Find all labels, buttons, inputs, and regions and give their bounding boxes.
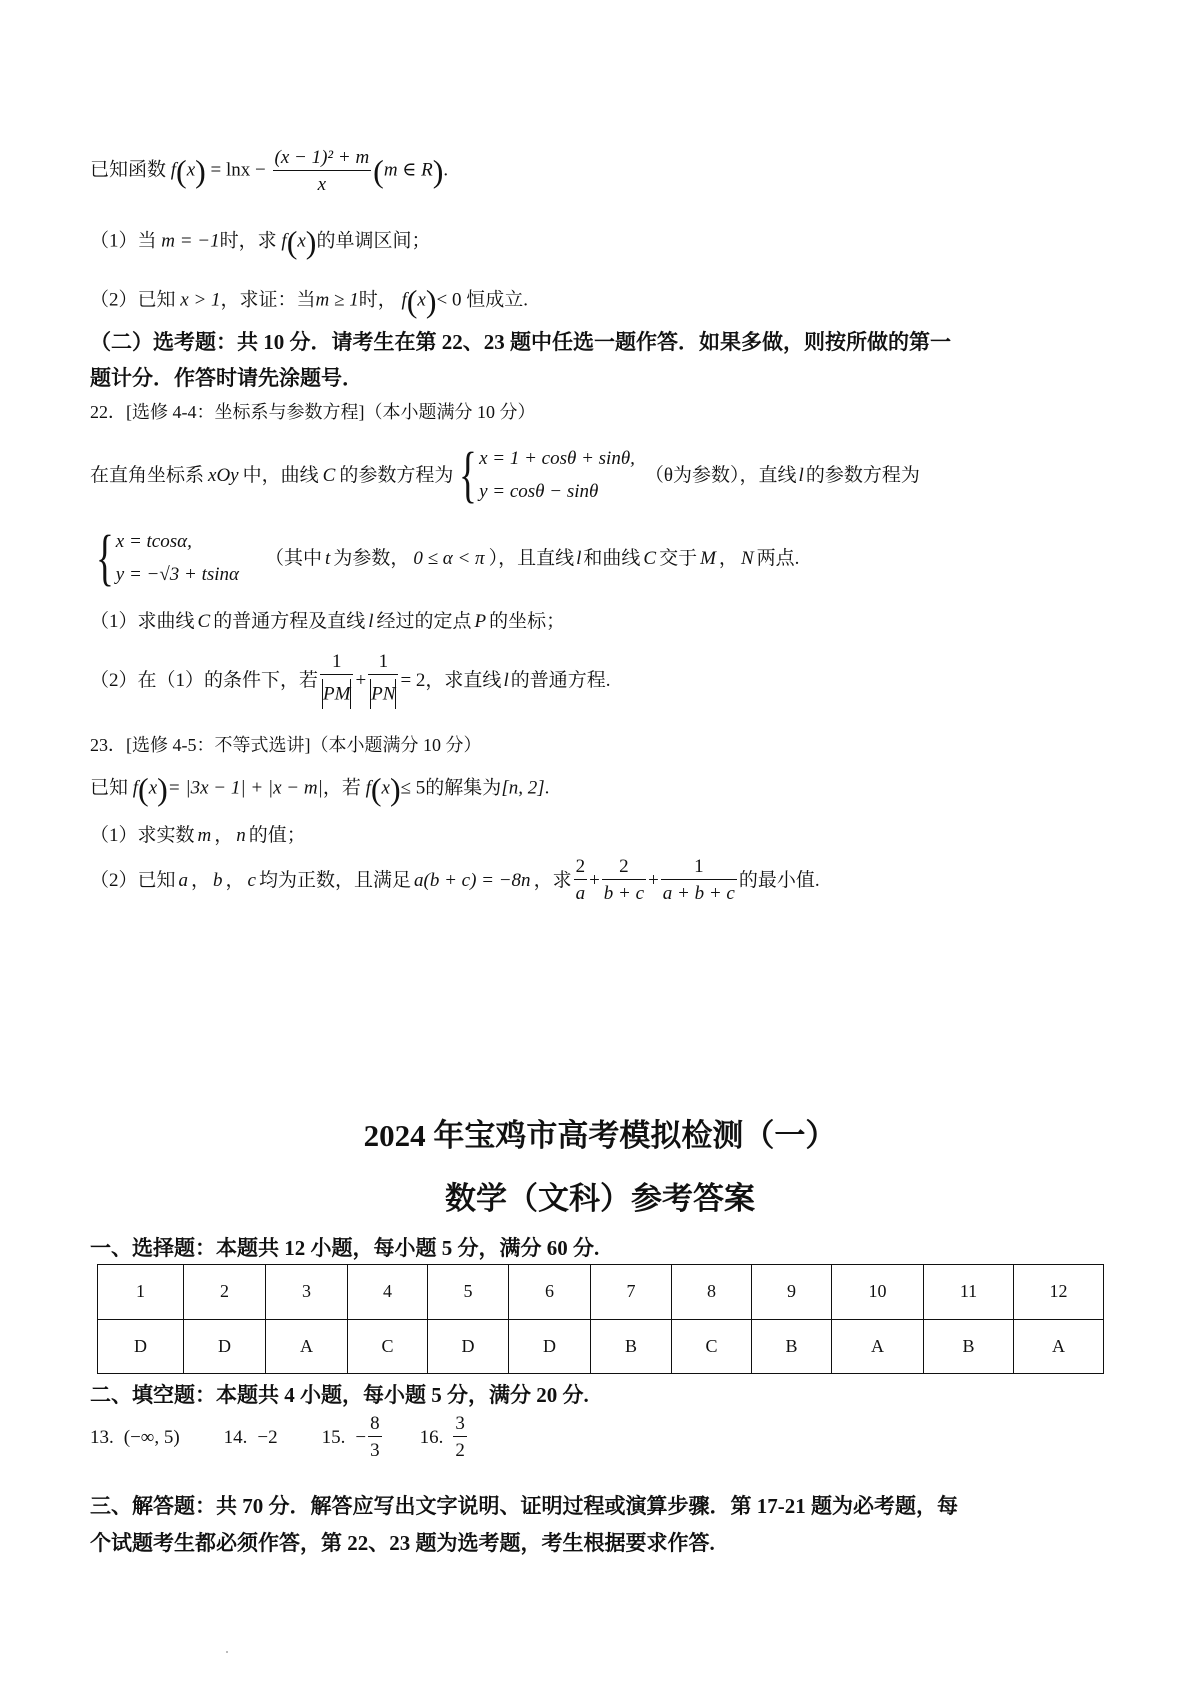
- problem22-part2: [90, 652, 610, 709]
- problem22-part1: [90, 612, 565, 631]
- fraction-2-over-a: [574, 857, 588, 903]
- fraction-numerator: 8: [368, 1414, 382, 1437]
- question-number-cell: 3: [266, 1265, 348, 1320]
- page-speck: [226, 1651, 228, 1653]
- line-y-equation: y = −√3 + tsinα: [115, 564, 240, 585]
- x-symbol: x: [148, 777, 158, 799]
- question-number-cell: 10: [832, 1265, 924, 1320]
- alpha-range: 0 ≤ α < π: [413, 547, 485, 569]
- paren: ): [195, 153, 206, 189]
- text: 的参数方程为: [805, 464, 920, 486]
- answer-cell: B: [591, 1319, 672, 1374]
- answer-cell: B: [752, 1319, 832, 1374]
- text: 恒成立.: [466, 289, 528, 311]
- left-brace: {: [95, 524, 114, 592]
- fraction-numerator: 3: [453, 1414, 467, 1437]
- text: 为参数，: [333, 547, 410, 569]
- equals-two: = 2: [400, 670, 426, 691]
- m-condition: m ≥ 1: [315, 289, 359, 311]
- question-number-cell: 8: [672, 1265, 752, 1320]
- problem22-header: 22．[选修 4-4：坐标系与参数方程]（本小题满分 10 分）: [90, 402, 536, 422]
- t-symbol: t: [325, 547, 331, 569]
- answer-cell: C: [348, 1319, 428, 1374]
- problem21-intro: 已知函数: [90, 159, 167, 181]
- b-symbol: b: [213, 869, 223, 891]
- answer-cell: C: [672, 1319, 752, 1374]
- question-number-cell: 5: [428, 1265, 509, 1320]
- section1-heading: 一、选择题：本题共 12 小题，每小题 5 分，满分 60 分.: [90, 1236, 600, 1260]
- fraction-numerator: 2: [602, 857, 646, 880]
- text: 时，: [358, 289, 397, 311]
- fraction-denominator: x: [317, 174, 327, 195]
- plus: +: [648, 869, 659, 891]
- curve-y-equation: y = cosθ − sinθ: [479, 481, 599, 502]
- question-number-cell: 2: [184, 1265, 266, 1320]
- text: 已知: [90, 777, 129, 799]
- fraction-numerator: (x − 1)² + m: [273, 148, 372, 171]
- x-symbol: x: [186, 159, 196, 181]
- l-symbol: l: [576, 547, 582, 569]
- paren: (: [286, 224, 298, 260]
- text: 时，求: [219, 230, 277, 252]
- section3-line1: 三、解答题：共 70 分．解答应写出文字说明、证明过程或演算步骤．第 17-21 题为必考题，每: [90, 1494, 958, 1518]
- fraction-denominator: 3: [370, 1440, 380, 1461]
- answer-row: [98, 1319, 1104, 1374]
- answer-cell: B: [924, 1319, 1014, 1374]
- answer-cell: A: [266, 1319, 348, 1374]
- comma: ，: [225, 869, 245, 891]
- n-symbol: n: [236, 825, 246, 846]
- text: 的坐标；: [489, 611, 566, 632]
- question-number-row: [98, 1265, 1104, 1320]
- fill-fraction: [368, 1414, 382, 1460]
- f-symbol: f: [401, 289, 407, 311]
- fill-fraction: [453, 1414, 467, 1460]
- comma: ，: [191, 869, 211, 891]
- part-label: （1）当: [90, 230, 157, 252]
- fraction-1-over-pn: [368, 652, 398, 709]
- fill-15: [322, 1414, 384, 1460]
- problem23-part2: [90, 857, 820, 903]
- period: .: [544, 777, 550, 799]
- fraction-denominator: b + c: [603, 883, 645, 904]
- text: （θ为参数），直线: [644, 464, 797, 486]
- text: （1）求曲线: [90, 611, 195, 632]
- question-number-cell: 11: [924, 1265, 1014, 1320]
- text: ，若: [322, 777, 361, 799]
- fill-label: 16.: [419, 1426, 444, 1448]
- fill-13: [90, 1428, 180, 1447]
- x-symbol: x: [297, 230, 306, 252]
- left-brace: {: [459, 441, 478, 509]
- text: 的普通方程.: [510, 670, 611, 691]
- period: .: [443, 159, 449, 181]
- l-symbol: l: [368, 611, 374, 632]
- question-number-cell: 7: [591, 1265, 672, 1320]
- paren: (: [370, 771, 382, 807]
- fraction-numerator: 1: [368, 652, 398, 675]
- paren: ): [157, 771, 168, 807]
- paren: (: [406, 283, 418, 319]
- text: ，求证：当: [220, 289, 316, 311]
- m-condition: m ∈ R: [383, 159, 433, 181]
- c-symbol: C: [197, 611, 211, 632]
- text: 的解集为: [425, 777, 502, 799]
- paren: (: [176, 153, 187, 189]
- l-symbol: l: [503, 670, 509, 691]
- question-number-cell: 12: [1014, 1265, 1104, 1320]
- problem23-part1: [90, 826, 306, 845]
- answer-cell: D: [509, 1319, 591, 1374]
- paren: ): [389, 771, 401, 807]
- fraction-numerator: 2: [574, 857, 588, 880]
- ln-expression: = lnx −: [210, 159, 266, 181]
- x-condition: x > 1: [180, 289, 221, 311]
- m-symbol: m: [197, 825, 212, 846]
- pm-distance: PM: [323, 683, 351, 705]
- question-number-cell: 9: [752, 1265, 832, 1320]
- l-symbol: l: [798, 464, 804, 486]
- fraction-1-over-pm: [320, 652, 353, 709]
- fill-label: 13.: [90, 1426, 114, 1448]
- text: （其中: [265, 547, 323, 569]
- function-fraction: [273, 148, 372, 194]
- text: 中，曲线: [242, 464, 319, 486]
- f-symbol: f: [281, 230, 287, 252]
- line-parametric-system: [90, 524, 240, 592]
- fill-in-answers: [90, 1414, 469, 1460]
- text: 两点.: [756, 547, 800, 569]
- text: 的单调区间；: [316, 230, 431, 252]
- answer-key-title: 2024 年宝鸡市高考模拟检测（一）: [363, 1118, 837, 1153]
- fraction-denominator: a: [575, 883, 586, 904]
- curve-x-equation: x = 1 + cosθ + sinθ,: [479, 448, 635, 469]
- minus-sign: −: [355, 1426, 367, 1448]
- elective-section-line2: 题计分．作答时请先涂题号．: [90, 366, 363, 390]
- question-number-cell: 4: [348, 1265, 428, 1320]
- problem21-part1: [90, 226, 430, 258]
- c-symbol: c: [247, 869, 256, 891]
- multiple-choice-answer-table: [97, 1264, 1104, 1374]
- text: ），且直线: [488, 547, 575, 569]
- paren: (: [138, 771, 149, 807]
- fraction-2-over-bc: [602, 857, 646, 903]
- answer-key-subtitle: 数学（文科）参考答案: [445, 1181, 755, 1216]
- fill-answer: (−∞, 5): [123, 1426, 180, 1448]
- m-value: m = −1: [161, 230, 220, 252]
- answer-cell: A: [832, 1319, 924, 1374]
- fill-label: 15.: [321, 1426, 346, 1448]
- fraction-denominator: a + b + c: [662, 883, 735, 904]
- x-symbol: x: [417, 289, 426, 311]
- part-label: （2）已知: [90, 289, 176, 311]
- pn-distance: PN: [371, 683, 396, 705]
- question-number-cell: 1: [98, 1265, 184, 1320]
- text: （1）求实数: [90, 825, 195, 846]
- fill-answer: −2: [257, 1426, 278, 1448]
- paren: ): [425, 283, 437, 319]
- text: 在直角坐标系: [90, 464, 205, 486]
- fill-16: [420, 1414, 469, 1460]
- plus: +: [355, 670, 367, 691]
- fraction-numerator: 1: [320, 652, 353, 675]
- fraction-denominator: 2: [455, 1440, 465, 1461]
- problem23-header: 23．[选修 4-5：不等式选讲]（本小题满分 10 分）: [90, 735, 482, 755]
- inequality: < 0: [436, 289, 462, 311]
- answer-cell: D: [98, 1319, 184, 1374]
- problem23-statement: [90, 773, 549, 805]
- x-symbol: x: [381, 777, 390, 799]
- problem22-line-equation: [90, 524, 800, 592]
- comma: ，: [214, 825, 234, 846]
- line-x-equation: x = tcosα,: [115, 531, 192, 552]
- fraction-1-over-abc: [661, 857, 737, 903]
- elective-section-line1: （二）选考题：共 10 分．请考生在第 22、23 题中任选一题作答．如果多做，则按所做的第一: [90, 330, 951, 354]
- xoy-symbol: xOy: [208, 464, 239, 486]
- text: 经过的定点: [376, 611, 472, 632]
- section2-heading: 二、填空题：本题共 4 小题，每小题 5 分，满分 20 分.: [90, 1383, 589, 1407]
- text: 的参数方程为: [339, 464, 454, 486]
- constraint-equation: a(b + c) = −8n: [414, 869, 531, 891]
- a-symbol: a: [178, 869, 189, 891]
- m-point: M: [700, 547, 716, 569]
- section3-line2: 个试题考生都必须作答，第 22、23 题为选考题，考生根据要求作答.: [90, 1531, 715, 1555]
- function-definition: = |3x − 1| + |x − m|: [167, 777, 323, 799]
- answer-cell: A: [1014, 1319, 1104, 1374]
- paren: (: [373, 153, 384, 189]
- fill-label: 14.: [223, 1426, 248, 1448]
- paren: ): [305, 224, 317, 260]
- f-symbol: f: [132, 777, 139, 799]
- comma: ，: [718, 547, 738, 569]
- fraction-numerator: 1: [661, 857, 737, 880]
- text: 的普通方程及直线: [213, 611, 366, 632]
- problem21-statement: [90, 148, 448, 194]
- text: 的最小值.: [738, 869, 820, 891]
- solution-interval: [n, 2]: [501, 777, 545, 799]
- text: ，求: [533, 869, 572, 891]
- p-point: P: [474, 611, 487, 632]
- paren: ): [432, 153, 444, 189]
- problem21-part2: [90, 285, 528, 317]
- f-symbol: f: [365, 777, 371, 799]
- c-symbol: C: [322, 464, 336, 486]
- question-number-cell: 6: [509, 1265, 591, 1320]
- text: 的值；: [248, 825, 306, 846]
- text: 和曲线: [583, 547, 641, 569]
- text: 交于: [659, 547, 698, 569]
- curve-parametric-system: [453, 441, 635, 509]
- f-symbol: f: [170, 159, 177, 181]
- answer-cell: D: [428, 1319, 509, 1374]
- inequality: ≤ 5: [400, 777, 426, 799]
- text: （2）已知: [90, 869, 176, 891]
- text: ，求直线: [425, 670, 502, 691]
- text: （2）在（1）的条件下，若: [90, 670, 319, 691]
- text: 均为正数，且满足: [258, 869, 411, 891]
- problem22-statement: [90, 441, 920, 509]
- c-symbol: C: [643, 547, 657, 569]
- fill-14: [224, 1428, 278, 1447]
- answer-cell: D: [184, 1319, 266, 1374]
- plus: +: [589, 869, 600, 891]
- n-point: N: [740, 547, 754, 569]
